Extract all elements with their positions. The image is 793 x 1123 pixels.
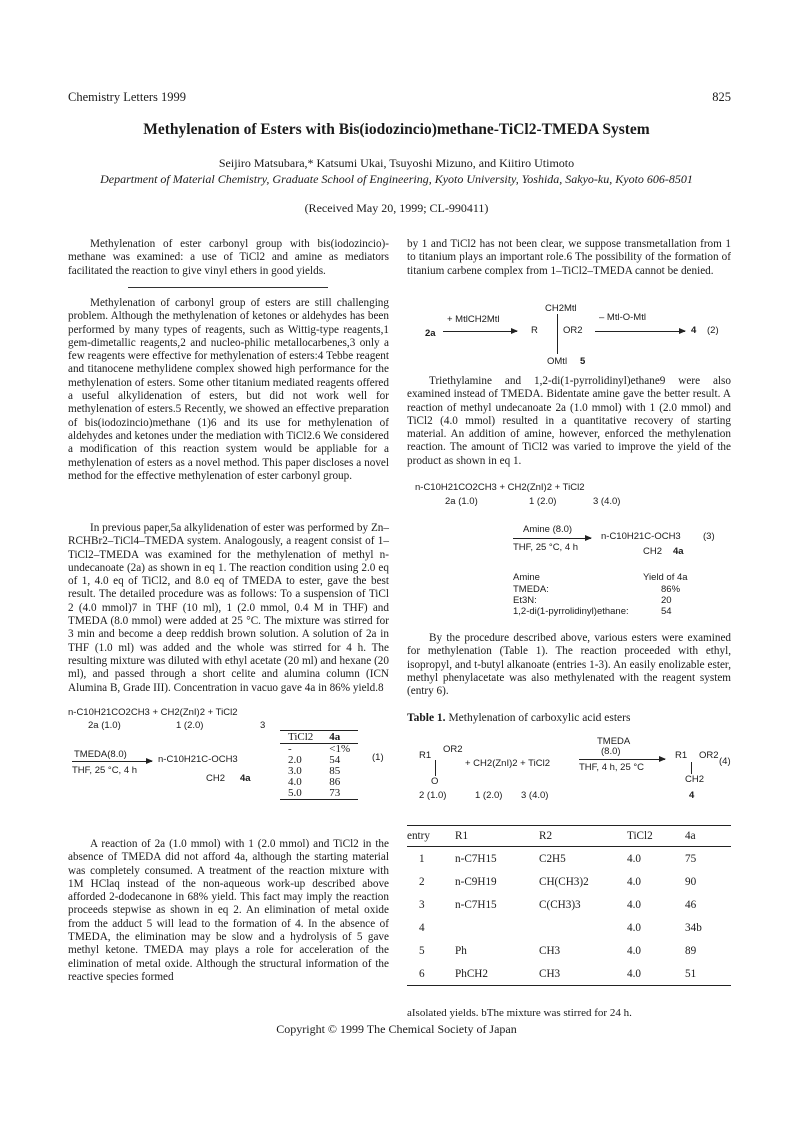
table1-footnote: aIsolated yields. bThe mixture was stirred for 24 h. bbox=[407, 1007, 632, 1019]
eq1-arrow bbox=[72, 761, 152, 762]
table1-caption bbox=[407, 712, 630, 724]
table-cell: 51 bbox=[685, 962, 731, 986]
eq3-amount-3: 3 (4.0) bbox=[593, 496, 621, 507]
equation-2 bbox=[407, 300, 731, 370]
table-cell: 75 bbox=[685, 852, 697, 865]
eq3-row-amine: Et3N: bbox=[513, 595, 537, 606]
table-cell: CH3 bbox=[539, 962, 627, 986]
eq1-amount-1: 1 (2.0) bbox=[176, 720, 204, 731]
table-cell: 4.0 bbox=[627, 875, 641, 888]
eq1-number: (1) bbox=[372, 752, 384, 763]
eq2-adduct-label: 5 bbox=[580, 356, 586, 367]
paragraph-amines: Triethylamine and 1,2-di(1-pyrrolidinyl)ethane9 were also examined instead of TMEDA. Bidentate amine gave the better result. A reaction of methyl undecanoate 2a (1.0 mmol) with 1 (2.0 mmol) and TiCl2 (4.0 mmol) resulted in a quantitative recovery of starting material. An addition of amine, however, enforced the methylenation reaction. The amount of TiCl2 was varied to improve the yield of the product as shown in eq 1. bbox=[407, 375, 731, 467]
scheme-above: TMEDA bbox=[597, 736, 631, 747]
table-cell: 4.0 bbox=[627, 944, 641, 957]
eq3-above-arrow: Amine (8.0) bbox=[523, 524, 573, 535]
scheme-oxygen: O bbox=[431, 776, 439, 787]
scheme-amount-3: 3 (4.0) bbox=[521, 790, 549, 801]
eq3-row-yield: 20 bbox=[661, 595, 672, 606]
scheme-reagents: + CH2(ZnI)2 + TiCl2 bbox=[465, 758, 550, 769]
eq3-row-amine: 1,2-di(1-pyrrolidinyl)ethane: bbox=[513, 606, 629, 617]
table1-header: 4a bbox=[685, 826, 731, 847]
table1-caption-text: Methylenation of carboxylic acid esters bbox=[448, 712, 631, 724]
paragraph-esters: By the procedure described above, various esters were examined for methylenation (Table 1). The reaction proceeded with ethyl, isopropyl, and t-butyl alkanoate (entries 1-3). An easily enolizable ester, methyl phenylacetate was also methylenated with the reagent system (entry 6). bbox=[407, 632, 731, 698]
scheme-product-r1: R1 bbox=[675, 750, 688, 761]
table-row bbox=[407, 962, 731, 986]
table-cell: PhCH2 bbox=[455, 962, 539, 986]
table-cell: CH(CH3)2 bbox=[539, 875, 589, 888]
scheme-or2: OR2 bbox=[443, 744, 463, 755]
scheme-r1: R1 bbox=[419, 750, 432, 761]
eq1-amount-2a: 2a (1.0) bbox=[88, 720, 121, 731]
eq1-amount-3: 3 bbox=[260, 720, 266, 731]
copyright: Copyright © 1999 The Chemical Society of Japan bbox=[276, 1022, 517, 1036]
scheme-methylene-bond bbox=[691, 762, 692, 774]
table-cell: n-C9H19 bbox=[455, 875, 497, 888]
table-cell: 6 bbox=[407, 962, 455, 986]
table-cell bbox=[455, 916, 539, 939]
table-cell: 90 bbox=[685, 875, 697, 888]
eq2-right: OR2 bbox=[563, 325, 583, 336]
eq3-reactants: n-C10H21CO2CH3 + CH2(ZnI)2 + TiCl2 bbox=[415, 482, 585, 493]
table-cell bbox=[539, 916, 627, 939]
table-row bbox=[407, 870, 731, 893]
equation-3 bbox=[415, 482, 731, 617]
eq1-reactants: n-C10H21CO2CH3 + CH2(ZnI)2 + TiCl2 bbox=[68, 707, 238, 718]
eq1-above-arrow: TMEDA(8.0) bbox=[74, 749, 127, 760]
eq2-product: 4 bbox=[691, 325, 697, 336]
page-number: 825 bbox=[712, 90, 731, 104]
equation-1 bbox=[68, 707, 390, 835]
eq2-arrow-2 bbox=[595, 331, 685, 332]
eq1-cell: 54 bbox=[329, 754, 341, 766]
eq2-top: CH2Mtl bbox=[545, 303, 577, 314]
scheme-amount-4: 4 bbox=[689, 790, 695, 801]
eq1-product: n-C10H21C-OCH3 bbox=[158, 754, 238, 765]
eq3-product-label: 4a bbox=[673, 546, 684, 557]
table1-header: R2 bbox=[539, 826, 627, 847]
table-cell: n-C7H15 bbox=[455, 898, 497, 911]
left-column bbox=[68, 297, 389, 707]
eq2-reagent: + MtlCH2Mtl bbox=[447, 314, 500, 325]
table-cell: 46 bbox=[685, 898, 697, 911]
paragraph-transmetallation: by 1 and TiCl2 has not been clear, we suppose transmetallation from 1 to titanium plays an important role.6 The possibility of the formation of titanium carbene complex from 1–TiCl2–TMEDA cannot be denied. bbox=[407, 238, 731, 277]
eq3-row-amine: TMEDA: bbox=[513, 584, 549, 595]
table-row bbox=[407, 847, 731, 871]
table-cell: C(CH3)3 bbox=[539, 898, 581, 911]
table-row bbox=[407, 916, 731, 939]
eq1-cell: - bbox=[288, 743, 292, 755]
table1-label: Table 1. bbox=[407, 712, 446, 724]
table-cell: Ph bbox=[455, 944, 467, 957]
table1 bbox=[407, 825, 731, 986]
eq3-amine-header: Amine bbox=[513, 572, 540, 583]
table-cell: 4 bbox=[419, 921, 425, 934]
eq3-number: (3) bbox=[703, 531, 715, 542]
table-cell: 5 bbox=[419, 944, 425, 957]
scheme-arrow bbox=[579, 759, 665, 760]
eq1-product-label: 4a bbox=[240, 773, 251, 784]
eq3-row-yield: 54 bbox=[661, 606, 672, 617]
table-cell: CH3 bbox=[539, 944, 561, 957]
right-column-amines bbox=[407, 375, 731, 467]
scheme-above-2: (8.0) bbox=[601, 746, 621, 757]
eq3-amount-2a: 2a (1.0) bbox=[445, 496, 478, 507]
eq2-center: R bbox=[531, 325, 538, 336]
table1-scheme bbox=[407, 736, 731, 821]
table-cell: 4.0 bbox=[627, 962, 685, 986]
eq1-th-4a: 4a bbox=[321, 731, 358, 744]
table-cell: 4.0 bbox=[627, 852, 641, 865]
eq1-below-arrow: THF, 25 °C, 4 h bbox=[72, 765, 138, 776]
paragraph-procedure: In previous paper,5a alkylidenation of ester was performed by Zn–RCHBr2–TiCl4–TMEDA system. Analogously, a reagent consist of 1–TiCl2–TMEDA was examined for the methylenation of methyl n-undecanoate (2a) as shown in eq 1. The reaction condition using 2.0 eq of 1, 4.0 eq of TiCl2, and 8.0 eq of TMEDA to ester, gave the best result. The detailed procedure was as follows: To a suspension of TiCl 2 (4.0 mmol)7 in THF (10 ml), 1 (2.0 mmol, 0.4 M in THF) and TMEDA (8.0 mmol) were added at 25 °C. The mixture was stirred for 3 min and become a deep reddish brown solution. A solution of 2a in THF (1.0 ml) was added and the whole was stirred for 4 h. The resulting mixture was diluted with ethyl acetate (20 ml) and hexane (20 ml), and passed through a short celite and alumina column (ICN Alumina B, Grade III). Concentration in vacuo gave 4a in 86% yield.8 bbox=[68, 522, 389, 694]
table-cell: 89 bbox=[685, 944, 697, 957]
eq1-th-ticl2: TiCl2 bbox=[280, 731, 321, 744]
eq3-below-arrow: THF, 25 °C, 4 h bbox=[513, 542, 579, 553]
table-cell: 3 bbox=[419, 898, 425, 911]
eq3-product: n-C10H21C-OCH3 bbox=[601, 531, 681, 542]
table1-grid bbox=[407, 825, 731, 986]
eq1-cell: 3.0 bbox=[288, 765, 302, 777]
table1-header: entry bbox=[407, 826, 455, 847]
eq1-cell: 4.0 bbox=[288, 776, 302, 788]
eq1-product-sub: CH2 bbox=[206, 773, 226, 784]
eq2-arrow-1 bbox=[443, 331, 517, 332]
table-cell: n-C7H15 bbox=[455, 852, 497, 865]
right-column-top bbox=[407, 238, 731, 292]
eq2-bond bbox=[557, 314, 558, 354]
table-cell: 1 bbox=[419, 852, 425, 865]
table1-header: TiCl2 bbox=[627, 826, 685, 847]
eq1-cell: <1% bbox=[329, 743, 351, 755]
paragraph-mechanism: A reaction of 2a (1.0 mmol) with 1 (2.0 mmol) and TiCl2 in the absence of TMEDA did not afford 4a, although the starting material was completely consumed. A treatment of the reaction mixture with 1M HClaq instead of the non-aqueous work-up described above afforded 2-dodecanone in 68% yield. This fact may imply the reaction proceeds stepwise as shown in eq 2. An elimination of metal oxide from the adduct 5 will lead to the formation of 4. In the absence of TMEDA, the elimination may be slow and a hydrolysis of 5 gave methyl ketone. TMEDA may plays a role for acceleration of the elimination of metal oxide. Although the structural information of the reactive species formed bbox=[68, 838, 389, 983]
received-date: (Received May 20, 1999; CL-990411) bbox=[304, 201, 489, 215]
table-cell: 4.0 bbox=[627, 898, 641, 911]
abstract bbox=[68, 238, 389, 278]
eq1-cell: 73 bbox=[321, 788, 358, 800]
affiliation: Department of Material Chemistry, Graduate School of Engineering, Kyoto University, Yoshida, Sakyo-ku, Kyoto 606-8501 bbox=[100, 172, 693, 186]
eq1-table bbox=[280, 730, 358, 800]
table1-header: R1 bbox=[455, 826, 539, 847]
table-row bbox=[407, 939, 731, 962]
scheme-below: THF, 4 h, 25 °C bbox=[579, 762, 645, 773]
scheme-product-ch2: CH2 bbox=[685, 774, 705, 785]
paper-title: Methylenation of Esters with Bis(iodozincio)methane-TiCl2-TMEDA System bbox=[143, 121, 650, 138]
eq3-product-sub: CH2 bbox=[643, 546, 663, 557]
eq3-arrow bbox=[513, 538, 591, 539]
scheme-amount-2: 2 (1.0) bbox=[419, 790, 447, 801]
scheme-product-or2: OR2 bbox=[699, 750, 719, 761]
journal-name: Chemistry Letters 1999 bbox=[68, 90, 187, 104]
scheme-amount-1: 1 (2.0) bbox=[475, 790, 503, 801]
eq1-cell: 86 bbox=[329, 776, 341, 788]
eq2-start: 2a bbox=[425, 328, 436, 339]
eq3-amount-1: 1 (2.0) bbox=[529, 496, 557, 507]
abstract-rule bbox=[128, 287, 328, 288]
eq1-cell: 85 bbox=[329, 765, 341, 777]
eq2-number: (2) bbox=[707, 325, 719, 336]
eq3-row-yield: 86% bbox=[661, 584, 681, 595]
eq2-bottom: OMtl bbox=[547, 356, 568, 367]
scheme-carbonyl-bond bbox=[435, 760, 436, 776]
right-column-esters bbox=[407, 632, 731, 698]
table-cell: 2 bbox=[419, 875, 425, 888]
table-row bbox=[407, 893, 731, 916]
abstract-text: Methylenation of ester carbonyl group with bis(iodozincio)-methane was examined: a use of TiCl2 and amine as mediators facilitated the reaction to give vinyl ethers in good yields. bbox=[68, 238, 389, 277]
paragraph-intro: Methylenation of carbonyl group of esters are still challenging problem. Although the methylenation of ketones or aldehydes has been performed by many types of reagents, such as Wittig-type reagents,1 gem-dimetallic reagents,2 and nucleo-philic metallocarbenes,3 only a few reagents were effective for methylenation of esters:4 Tebbe reagent and titanocene methylidene complex showed high performance for the methylenation of esters. Some other titanium mediated reagents offered a useful alkylidenation of esters, but did not work well for methylenation of esters.5 Recently, we showed an effective preparation of bis(iodozincio)methane (1)6 and its use for methylenation of aldehydes and ketones under the mediation with TiCl2.6 We considered a modification of this reaction system would be appliable for a methylenation of esters as a novel method. This paper discloses a novel method for the effective methylenation of ester carbonyl group. bbox=[68, 297, 389, 482]
eq3-yield-header: Yield of 4a bbox=[643, 572, 688, 583]
authors: Seijiro Matsubara,* Katsumi Ukai, Tsuyoshi Mizuno, and Kiitiro Utimoto bbox=[218, 156, 575, 170]
scheme-number: (4) bbox=[719, 756, 731, 767]
table-cell: 4.0 bbox=[627, 921, 641, 934]
left-column-bottom bbox=[68, 838, 389, 1010]
eq1-cell: 2.0 bbox=[288, 754, 302, 766]
table-cell: 34b bbox=[685, 921, 702, 934]
table-cell: C2H5 bbox=[539, 852, 566, 865]
eq2-elim: – Mtl-O-Mtl bbox=[599, 312, 646, 323]
eq1-cell: 5.0 bbox=[280, 788, 321, 800]
